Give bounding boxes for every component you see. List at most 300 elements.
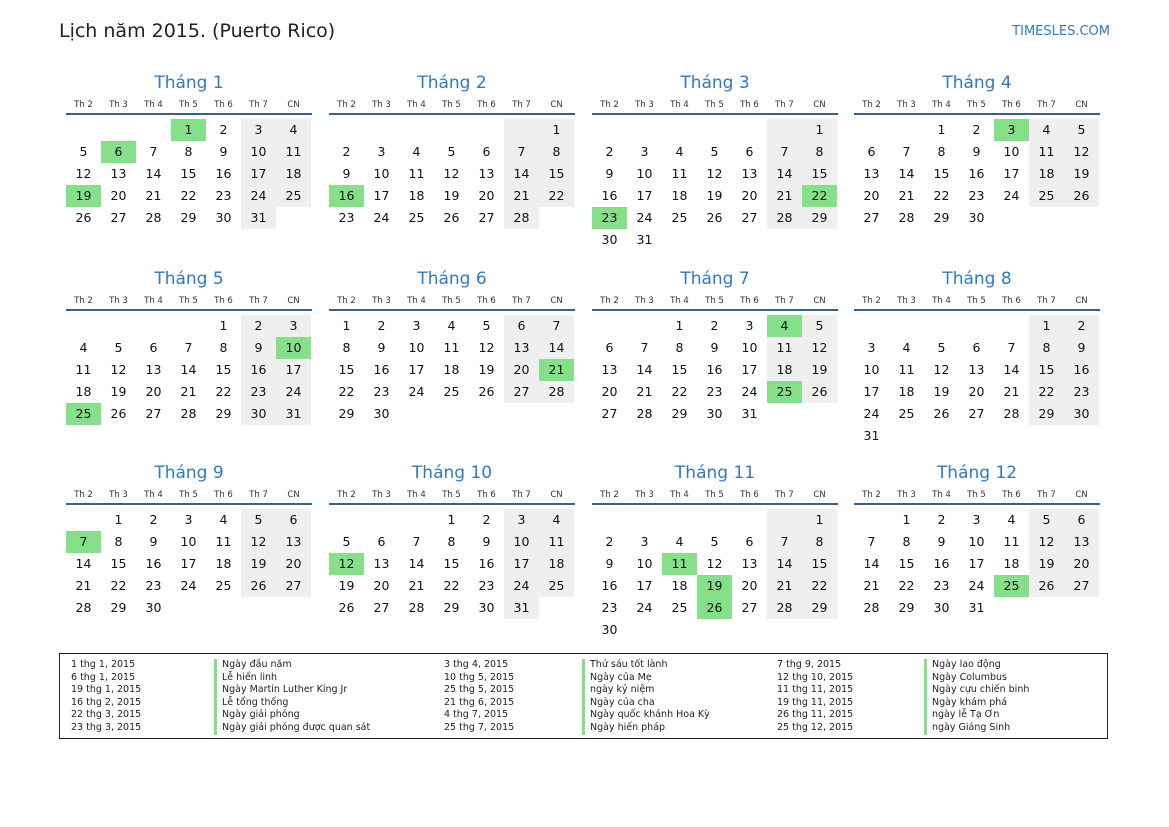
day-cell[interactable]: 17 — [636, 578, 653, 593]
holiday-day-cell[interactable]: 25 — [66, 403, 101, 425]
day-cell[interactable]: 9 — [710, 340, 719, 355]
day-cell[interactable]: 23 — [601, 600, 618, 615]
day-cell[interactable]: 13 — [741, 556, 758, 571]
day-cell[interactable]: 19 — [338, 578, 355, 593]
day-cell[interactable]: 8 — [342, 340, 351, 355]
day-cell[interactable]: 18 — [215, 556, 232, 571]
day-cell[interactable]: 29 — [671, 406, 688, 421]
day-cell[interactable]: 20 — [276, 553, 311, 575]
day-cell[interactable]: 9 — [377, 340, 386, 355]
day-cell[interactable]: 27 — [741, 210, 758, 225]
day-cell[interactable]: 16 — [1064, 359, 1099, 381]
day-cell[interactable]: 2 — [241, 315, 276, 337]
day-cell[interactable]: 26 — [1029, 575, 1064, 597]
day-cell[interactable]: 26 — [241, 575, 276, 597]
day-cell[interactable]: 19 — [1029, 553, 1064, 575]
day-cell[interactable]: 7 — [767, 531, 802, 553]
day-cell[interactable]: 27 — [110, 210, 127, 225]
day-cell[interactable]: 8 — [114, 534, 123, 549]
day-cell[interactable]: 5 — [1064, 119, 1099, 141]
day-cell[interactable]: 29 — [180, 210, 197, 225]
day-cell[interactable]: 1 — [1029, 315, 1064, 337]
day-cell[interactable]: 11 — [539, 531, 574, 553]
day-cell[interactable]: 12 — [478, 340, 495, 355]
day-cell[interactable]: 19 — [802, 359, 837, 381]
day-cell[interactable]: 23 — [145, 578, 162, 593]
day-cell[interactable]: 2 — [937, 512, 946, 527]
holiday-day-cell[interactable]: 22 — [802, 185, 837, 207]
day-cell[interactable]: 2 — [377, 318, 386, 333]
day-cell[interactable]: 7 — [539, 315, 574, 337]
day-cell[interactable]: 24 — [1003, 188, 1020, 203]
day-cell[interactable]: 2 — [972, 122, 981, 137]
day-cell[interactable]: 4 — [675, 534, 684, 549]
day-cell[interactable]: 30 — [373, 406, 390, 421]
day-cell[interactable]: 9 — [241, 337, 276, 359]
day-cell[interactable]: 26 — [706, 210, 723, 225]
day-cell[interactable]: 15 — [539, 163, 574, 185]
day-cell[interactable]: 3 — [184, 512, 193, 527]
day-cell[interactable]: 24 — [636, 210, 653, 225]
day-cell[interactable]: 5 — [710, 534, 719, 549]
day-cell[interactable]: 12 — [1064, 141, 1099, 163]
day-cell[interactable]: 31 — [968, 600, 985, 615]
day-cell[interactable]: 24 — [863, 406, 880, 421]
day-cell[interactable]: 4 — [902, 340, 911, 355]
day-cell[interactable]: 30 — [601, 622, 618, 637]
day-cell[interactable]: 28 — [75, 600, 92, 615]
day-cell[interactable]: 12 — [241, 531, 276, 553]
day-cell[interactable]: 6 — [867, 144, 876, 159]
day-cell[interactable]: 7 — [504, 141, 539, 163]
day-cell[interactable]: 21 — [180, 384, 197, 399]
day-cell[interactable]: 6 — [377, 534, 386, 549]
day-cell[interactable]: 29 — [802, 207, 837, 229]
day-cell[interactable]: 10 — [1003, 144, 1020, 159]
day-cell[interactable]: 17 — [180, 556, 197, 571]
day-cell[interactable]: 14 — [636, 362, 653, 377]
day-cell[interactable]: 13 — [863, 166, 880, 181]
day-cell[interactable]: 28 — [863, 600, 880, 615]
day-cell[interactable]: 18 — [276, 163, 311, 185]
day-cell[interactable]: 5 — [710, 144, 719, 159]
day-cell[interactable]: 20 — [601, 384, 618, 399]
day-cell[interactable]: 6 — [276, 509, 311, 531]
day-cell[interactable]: 16 — [933, 556, 950, 571]
day-cell[interactable]: 13 — [741, 166, 758, 181]
day-cell[interactable]: 20 — [504, 359, 539, 381]
day-cell[interactable]: 29 — [802, 597, 837, 619]
day-cell[interactable]: 1 — [342, 318, 351, 333]
day-cell[interactable]: 3 — [504, 509, 539, 531]
day-cell[interactable]: 21 — [408, 578, 425, 593]
day-cell[interactable]: 29 — [1029, 403, 1064, 425]
day-cell[interactable]: 13 — [478, 166, 495, 181]
day-cell[interactable]: 29 — [898, 600, 915, 615]
day-cell[interactable]: 2 — [710, 318, 719, 333]
day-cell[interactable]: 11 — [276, 141, 311, 163]
day-cell[interactable]: 6 — [1064, 509, 1099, 531]
day-cell[interactable]: 5 — [482, 318, 491, 333]
day-cell[interactable]: 19 — [241, 553, 276, 575]
day-cell[interactable]: 8 — [802, 141, 837, 163]
day-cell[interactable]: 11 — [443, 340, 460, 355]
day-cell[interactable]: 27 — [373, 600, 390, 615]
day-cell[interactable]: 26 — [478, 384, 495, 399]
day-cell[interactable]: 24 — [241, 185, 276, 207]
day-cell[interactable]: 1 — [802, 119, 837, 141]
day-cell[interactable]: 8 — [1029, 337, 1064, 359]
day-cell[interactable]: 14 — [863, 556, 880, 571]
day-cell[interactable]: 14 — [145, 166, 162, 181]
day-cell[interactable]: 18 — [767, 359, 802, 381]
day-cell[interactable]: 8 — [447, 534, 456, 549]
day-cell[interactable]: 7 — [902, 144, 911, 159]
day-cell[interactable]: 5 — [1029, 509, 1064, 531]
day-cell[interactable]: 21 — [1003, 384, 1020, 399]
day-cell[interactable]: 8 — [219, 340, 228, 355]
day-cell[interactable]: 11 — [671, 166, 688, 181]
day-cell[interactable]: 16 — [241, 359, 276, 381]
day-cell[interactable]: 31 — [504, 597, 539, 619]
day-cell[interactable]: 24 — [741, 384, 758, 399]
day-cell[interactable]: 15 — [802, 163, 837, 185]
day-cell[interactable]: 31 — [863, 428, 880, 443]
day-cell[interactable]: 10 — [373, 166, 390, 181]
day-cell[interactable]: 15 — [215, 362, 232, 377]
day-cell[interactable]: 25 — [539, 575, 574, 597]
day-cell[interactable]: 20 — [968, 384, 985, 399]
day-cell[interactable]: 23 — [968, 188, 985, 203]
day-cell[interactable]: 19 — [933, 384, 950, 399]
day-cell[interactable]: 8 — [184, 144, 193, 159]
day-cell[interactable]: 31 — [636, 232, 653, 247]
day-cell[interactable]: 14 — [767, 553, 802, 575]
day-cell[interactable]: 12 — [933, 362, 950, 377]
day-cell[interactable]: 29 — [443, 600, 460, 615]
day-cell[interactable]: 19 — [706, 188, 723, 203]
day-cell[interactable]: 10 — [636, 166, 653, 181]
day-cell[interactable]: 18 — [75, 384, 92, 399]
day-cell[interactable]: 28 — [767, 597, 802, 619]
day-cell[interactable]: 23 — [373, 384, 390, 399]
day-cell[interactable]: 12 — [706, 166, 723, 181]
day-cell[interactable]: 22 — [671, 384, 688, 399]
day-cell[interactable]: 25 — [1029, 185, 1064, 207]
day-cell[interactable]: 23 — [1064, 381, 1099, 403]
day-cell[interactable]: 3 — [867, 340, 876, 355]
day-cell[interactable]: 23 — [933, 578, 950, 593]
day-cell[interactable]: 5 — [342, 534, 351, 549]
day-cell[interactable]: 17 — [408, 362, 425, 377]
day-cell[interactable]: 14 — [408, 556, 425, 571]
day-cell[interactable]: 22 — [338, 384, 355, 399]
day-cell[interactable]: 15 — [802, 553, 837, 575]
holiday-day-cell[interactable]: 19 — [697, 575, 732, 597]
day-cell[interactable]: 14 — [1003, 362, 1020, 377]
day-cell[interactable]: 11 — [767, 337, 802, 359]
day-cell[interactable]: 1 — [114, 512, 123, 527]
day-cell[interactable]: 26 — [802, 381, 837, 403]
day-cell[interactable]: 13 — [145, 362, 162, 377]
day-cell[interactable]: 28 — [408, 600, 425, 615]
day-cell[interactable]: 29 — [215, 406, 232, 421]
day-cell[interactable]: 29 — [933, 210, 950, 225]
day-cell[interactable]: 15 — [110, 556, 127, 571]
day-cell[interactable]: 7 — [149, 144, 158, 159]
day-cell[interactable]: 24 — [408, 384, 425, 399]
holiday-day-cell[interactable]: 19 — [66, 185, 101, 207]
day-cell[interactable]: 11 — [215, 534, 232, 549]
day-cell[interactable]: 15 — [443, 556, 460, 571]
holiday-day-cell[interactable]: 10 — [276, 337, 311, 359]
day-cell[interactable]: 11 — [1029, 141, 1064, 163]
day-cell[interactable]: 25 — [671, 600, 688, 615]
day-cell[interactable]: 4 — [412, 144, 421, 159]
day-cell[interactable]: 13 — [110, 166, 127, 181]
day-cell[interactable]: 7 — [412, 534, 421, 549]
day-cell[interactable]: 25 — [898, 406, 915, 421]
day-cell[interactable]: 1 — [802, 509, 837, 531]
day-cell[interactable]: 12 — [706, 556, 723, 571]
day-cell[interactable]: 25 — [671, 210, 688, 225]
day-cell[interactable]: 13 — [276, 531, 311, 553]
day-cell[interactable]: 22 — [933, 188, 950, 203]
day-cell[interactable]: 2 — [149, 512, 158, 527]
day-cell[interactable]: 22 — [180, 188, 197, 203]
day-cell[interactable]: 30 — [478, 600, 495, 615]
holiday-day-cell[interactable]: 23 — [592, 207, 627, 229]
day-cell[interactable]: 21 — [636, 384, 653, 399]
day-cell[interactable]: 25 — [408, 210, 425, 225]
day-cell[interactable]: 18 — [671, 188, 688, 203]
day-cell[interactable]: 19 — [478, 362, 495, 377]
day-cell[interactable]: 1 — [675, 318, 684, 333]
day-cell[interactable]: 18 — [898, 384, 915, 399]
day-cell[interactable]: 7 — [184, 340, 193, 355]
day-cell[interactable]: 19 — [443, 188, 460, 203]
day-cell[interactable]: 5 — [241, 509, 276, 531]
day-cell[interactable]: 14 — [898, 166, 915, 181]
day-cell[interactable]: 19 — [110, 384, 127, 399]
day-cell[interactable]: 20 — [1064, 553, 1099, 575]
day-cell[interactable]: 9 — [342, 166, 351, 181]
day-cell[interactable]: 27 — [276, 575, 311, 597]
day-cell[interactable]: 12 — [802, 337, 837, 359]
day-cell[interactable]: 11 — [408, 166, 425, 181]
day-cell[interactable]: 26 — [443, 210, 460, 225]
day-cell[interactable]: 22 — [215, 384, 232, 399]
day-cell[interactable]: 21 — [767, 185, 802, 207]
day-cell[interactable]: 18 — [408, 188, 425, 203]
day-cell[interactable]: 26 — [75, 210, 92, 225]
day-cell[interactable]: 6 — [504, 315, 539, 337]
holiday-day-cell[interactable]: 25 — [767, 381, 802, 403]
day-cell[interactable]: 30 — [241, 403, 276, 425]
day-cell[interactable]: 7 — [640, 340, 649, 355]
day-cell[interactable]: 3 — [640, 144, 649, 159]
day-cell[interactable]: 16 — [215, 166, 232, 181]
day-cell[interactable]: 7 — [1007, 340, 1016, 355]
day-cell[interactable]: 2 — [605, 534, 614, 549]
day-cell[interactable]: 4 — [539, 509, 574, 531]
day-cell[interactable]: 10 — [968, 534, 985, 549]
day-cell[interactable]: 13 — [1064, 531, 1099, 553]
day-cell[interactable]: 10 — [241, 141, 276, 163]
day-cell[interactable]: 4 — [276, 119, 311, 141]
day-cell[interactable]: 17 — [968, 556, 985, 571]
day-cell[interactable]: 10 — [180, 534, 197, 549]
day-cell[interactable]: 21 — [898, 188, 915, 203]
day-cell[interactable]: 17 — [504, 553, 539, 575]
day-cell[interactable]: 5 — [937, 340, 946, 355]
day-cell[interactable]: 12 — [110, 362, 127, 377]
day-cell[interactable]: 14 — [75, 556, 92, 571]
day-cell[interactable]: 3 — [640, 534, 649, 549]
day-cell[interactable]: 8 — [902, 534, 911, 549]
day-cell[interactable]: 14 — [539, 337, 574, 359]
day-cell[interactable]: 4 — [1007, 512, 1016, 527]
day-cell[interactable]: 30 — [968, 210, 985, 225]
day-cell[interactable]: 6 — [149, 340, 158, 355]
day-cell[interactable]: 13 — [373, 556, 390, 571]
day-cell[interactable]: 10 — [863, 362, 880, 377]
day-cell[interactable]: 21 — [75, 578, 92, 593]
day-cell[interactable]: 17 — [241, 163, 276, 185]
day-cell[interactable]: 2 — [219, 122, 228, 137]
day-cell[interactable]: 30 — [933, 600, 950, 615]
day-cell[interactable]: 29 — [110, 600, 127, 615]
day-cell[interactable]: 30 — [1064, 403, 1099, 425]
day-cell[interactable]: 20 — [478, 188, 495, 203]
day-cell[interactable]: 2 — [482, 512, 491, 527]
holiday-day-cell[interactable]: 25 — [994, 575, 1029, 597]
day-cell[interactable]: 28 — [180, 406, 197, 421]
day-cell[interactable]: 24 — [636, 600, 653, 615]
holiday-day-cell[interactable]: 21 — [539, 359, 574, 381]
day-cell[interactable]: 6 — [972, 340, 981, 355]
day-cell[interactable]: 7 — [867, 534, 876, 549]
day-cell[interactable]: 20 — [741, 188, 758, 203]
day-cell[interactable]: 25 — [215, 578, 232, 593]
holiday-day-cell[interactable]: 3 — [994, 119, 1029, 141]
day-cell[interactable]: 17 — [373, 188, 390, 203]
day-cell[interactable]: 20 — [110, 188, 127, 203]
day-cell[interactable]: 4 — [79, 340, 88, 355]
day-cell[interactable]: 17 — [276, 359, 311, 381]
day-cell[interactable]: 7 — [767, 141, 802, 163]
day-cell[interactable]: 15 — [180, 166, 197, 181]
day-cell[interactable]: 20 — [145, 384, 162, 399]
day-cell[interactable]: 8 — [937, 144, 946, 159]
day-cell[interactable]: 5 — [114, 340, 123, 355]
day-cell[interactable]: 14 — [504, 163, 539, 185]
day-cell[interactable]: 23 — [215, 188, 232, 203]
day-cell[interactable]: 21 — [145, 188, 162, 203]
day-cell[interactable]: 20 — [373, 578, 390, 593]
day-cell[interactable]: 18 — [671, 578, 688, 593]
day-cell[interactable]: 27 — [145, 406, 162, 421]
day-cell[interactable]: 30 — [601, 232, 618, 247]
holiday-day-cell[interactable]: 12 — [329, 553, 364, 575]
day-cell[interactable]: 20 — [863, 188, 880, 203]
holiday-day-cell[interactable]: 7 — [66, 531, 101, 553]
day-cell[interactable]: 16 — [601, 188, 618, 203]
day-cell[interactable]: 23 — [241, 381, 276, 403]
day-cell[interactable]: 10 — [408, 340, 425, 355]
day-cell[interactable]: 26 — [338, 600, 355, 615]
day-cell[interactable]: 21 — [767, 575, 802, 597]
day-cell[interactable]: 31 — [741, 406, 758, 421]
day-cell[interactable]: 24 — [276, 381, 311, 403]
day-cell[interactable]: 24 — [968, 578, 985, 593]
day-cell[interactable]: 3 — [241, 119, 276, 141]
holiday-day-cell[interactable]: 16 — [329, 185, 364, 207]
day-cell[interactable]: 15 — [338, 362, 355, 377]
day-cell[interactable]: 30 — [215, 210, 232, 225]
day-cell[interactable]: 28 — [898, 210, 915, 225]
day-cell[interactable]: 21 — [504, 185, 539, 207]
day-cell[interactable]: 22 — [539, 185, 574, 207]
day-cell[interactable]: 25 — [276, 185, 311, 207]
day-cell[interactable]: 27 — [968, 406, 985, 421]
day-cell[interactable]: 1 — [539, 119, 574, 141]
day-cell[interactable]: 23 — [478, 578, 495, 593]
day-cell[interactable]: 4 — [219, 512, 228, 527]
day-cell[interactable]: 11 — [898, 362, 915, 377]
site-link[interactable]: TIMESLES.COM — [1012, 24, 1110, 39]
day-cell[interactable]: 8 — [802, 531, 837, 553]
day-cell[interactable]: 9 — [605, 166, 614, 181]
day-cell[interactable]: 1 — [902, 512, 911, 527]
day-cell[interactable]: 3 — [377, 144, 386, 159]
day-cell[interactable]: 30 — [145, 600, 162, 615]
day-cell[interactable]: 5 — [447, 144, 456, 159]
day-cell[interactable]: 28 — [504, 207, 539, 229]
day-cell[interactable]: 6 — [482, 144, 491, 159]
day-cell[interactable]: 28 — [1003, 406, 1020, 421]
day-cell[interactable]: 27 — [1064, 575, 1099, 597]
day-cell[interactable]: 12 — [1029, 531, 1064, 553]
day-cell[interactable]: 14 — [767, 163, 802, 185]
day-cell[interactable]: 11 — [1003, 534, 1020, 549]
day-cell[interactable]: 30 — [706, 406, 723, 421]
day-cell[interactable]: 9 — [937, 534, 946, 549]
day-cell[interactable]: 28 — [767, 207, 802, 229]
day-cell[interactable]: 18 — [539, 553, 574, 575]
holiday-day-cell[interactable]: 6 — [101, 141, 136, 163]
day-cell[interactable]: 8 — [539, 141, 574, 163]
day-cell[interactable]: 22 — [110, 578, 127, 593]
day-cell[interactable]: 2 — [1064, 315, 1099, 337]
day-cell[interactable]: 9 — [219, 144, 228, 159]
day-cell[interactable]: 5 — [802, 315, 837, 337]
day-cell[interactable]: 13 — [601, 362, 618, 377]
day-cell[interactable]: 18 — [1029, 163, 1064, 185]
day-cell[interactable]: 24 — [504, 575, 539, 597]
day-cell[interactable]: 31 — [276, 403, 311, 425]
day-cell[interactable]: 20 — [741, 578, 758, 593]
day-cell[interactable]: 14 — [180, 362, 197, 377]
day-cell[interactable]: 29 — [338, 406, 355, 421]
day-cell[interactable]: 18 — [443, 362, 460, 377]
day-cell[interactable]: 5 — [79, 144, 88, 159]
day-cell[interactable]: 2 — [605, 144, 614, 159]
day-cell[interactable]: 18 — [1003, 556, 1020, 571]
day-cell[interactable]: 22 — [443, 578, 460, 593]
holiday-day-cell[interactable]: 11 — [662, 553, 697, 575]
holiday-day-cell[interactable]: 26 — [697, 597, 732, 619]
